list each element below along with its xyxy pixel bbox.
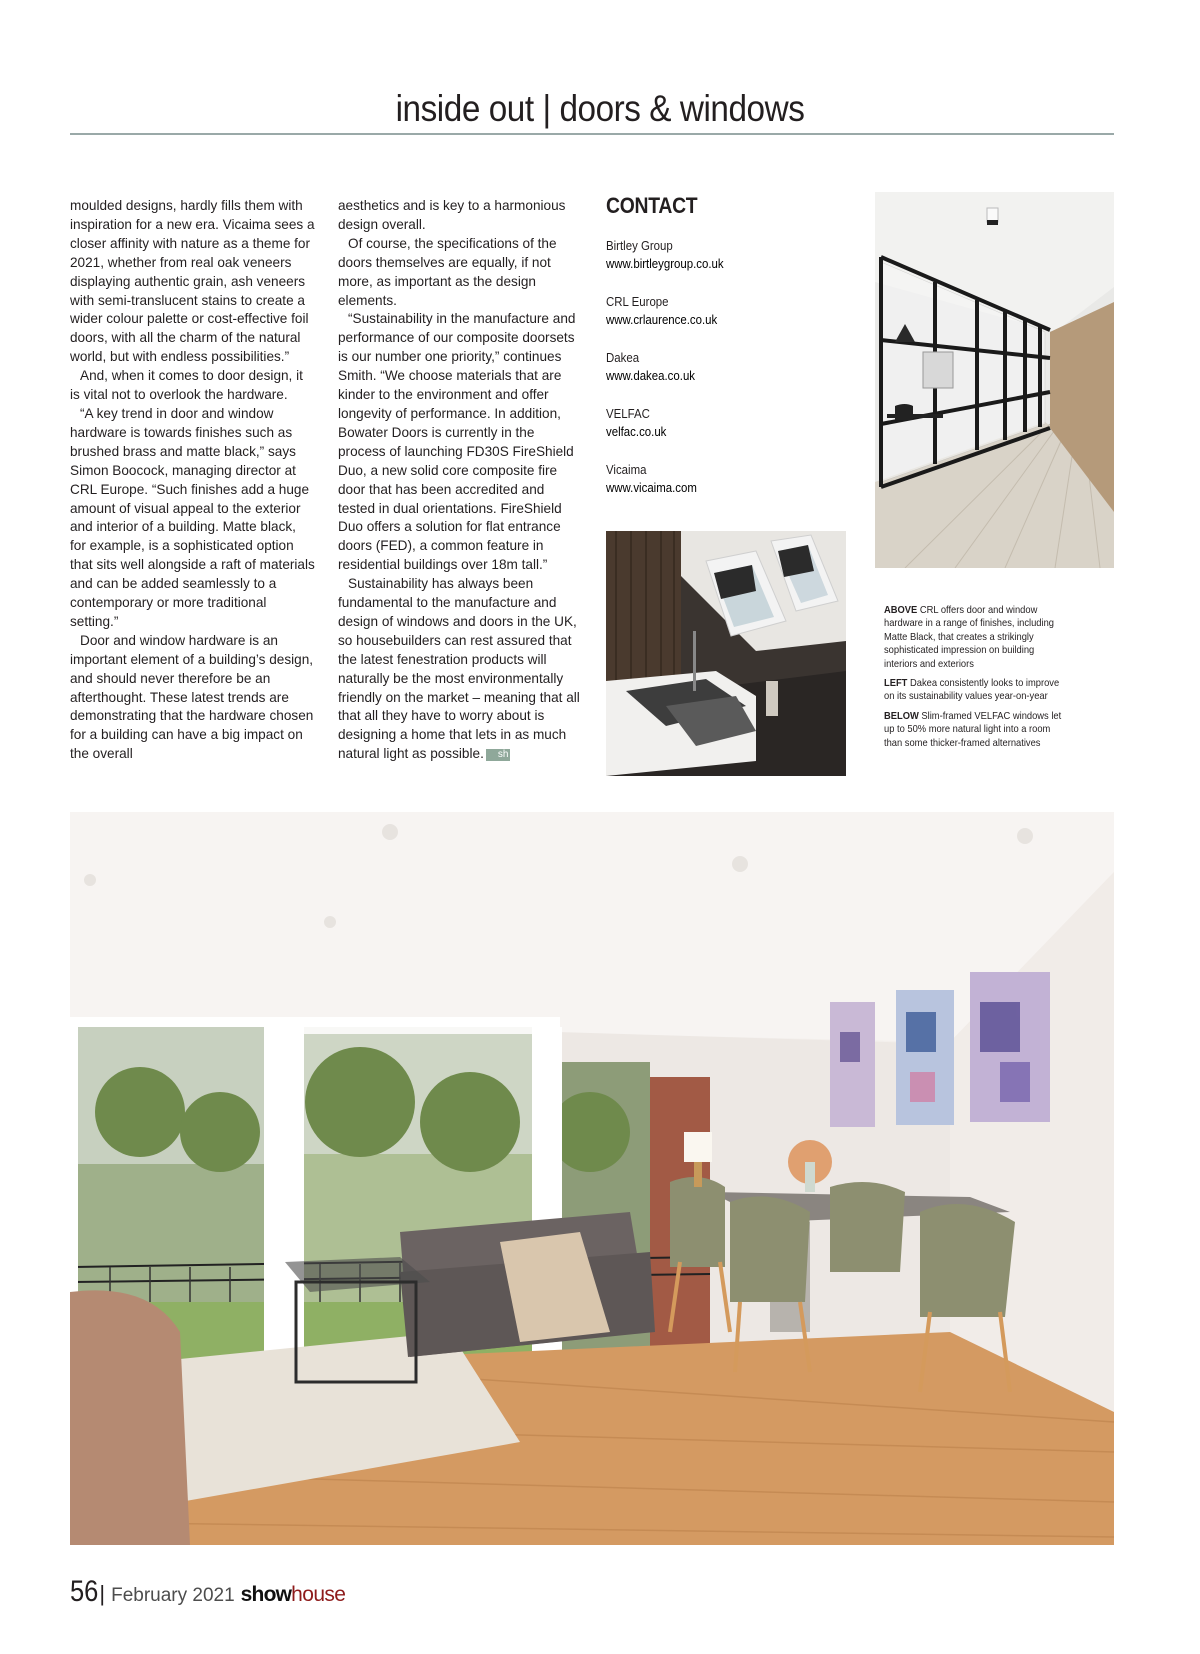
article-column-1	[70, 197, 315, 764]
paragraph: aesthetics and is key to a harmonious design overall.	[338, 198, 566, 232]
company-link[interactable]: www.birtleygroup.co.uk	[606, 256, 724, 271]
contact-entry	[606, 237, 846, 273]
caption-text: Dakea consistently looks to improve on its sustainability values year-on-year	[884, 678, 1060, 703]
header-divider	[70, 133, 1114, 135]
company-link[interactable]: www.dakea.co.uk	[606, 368, 696, 383]
paragraph: “A key trend in door and window hardware is towards finishes such as brushed brass and matte black,” says Simon Boocock, managing director at CRL Europe. “Such finishes add a huge amount of visual appeal to the exterior and interior of a building. Matte black, for example, is a sophisticated option that sits well alongside a raft of materials and can be added seamlessly to a contemporary or more traditional setting.”	[70, 405, 315, 629]
caption-left	[884, 677, 1069, 704]
caption-label: LEFT	[884, 678, 908, 690]
paragraph: moulded designs, hardly fills them with inspiration for a new era. Vicaima sees a closer affinity with nature as a theme for 2021, whether from real oak veneers displaying authentic grain, ash veneers with semi-translucent stains to create a wider colour palette or cost-effective foil doors, with all the charm of the natural world, but with endless possibilities.”	[70, 198, 315, 365]
company-name: VELFAC	[606, 406, 650, 421]
paragraph: And, when it comes to door design, it is vital not to overlook the hardware.	[70, 368, 303, 403]
caption-below	[884, 710, 1069, 750]
paragraph: “Sustainability in the manufacture and performance of our composite doorsets is our number one priority,” continues Smith. “We choose materials that are kinder to the environment and offer longevity of performance. In addition, Bowater Doors is currently in the process of launching FD30S FireShield Duo, a new solid core composite fire door that has been accredited and tested in dual orientations. FireShield Duo offers a solution for flat entrance doors (FED), a common feature in residential buildings over 18m tall.”	[338, 311, 576, 573]
caption-above	[884, 604, 1069, 671]
company-name: CRL Europe	[606, 294, 669, 309]
company-link[interactable]: velfac.co.uk	[606, 424, 667, 439]
company-name: Birtley Group	[606, 238, 673, 253]
contact-box	[606, 193, 846, 517]
page-footer	[70, 1575, 345, 1615]
photo-captions	[884, 604, 1069, 756]
article-column-2	[338, 197, 583, 764]
company-name: Dakea	[606, 350, 640, 365]
contact-entry	[606, 461, 846, 497]
paragraph-text: Sustainability has always been fundamental to the manufacture and design of windows and doors in the UK, so housebuilders can rest assured that the latest fenestration products will naturally be the most environmentally friendly on the market – meaning that all that all they have to worry about is designing a home that lets in as much natural light as possible.	[338, 576, 580, 762]
contact-entry	[606, 349, 846, 385]
end-mark-badge: sh	[486, 749, 511, 761]
caption-text: CRL offers door and window hardware in a range of finishes, including Matte Black, that creates a strikingly sophisticated impression on building interiors and exteriors	[884, 605, 1055, 670]
company-name: Vicaima	[606, 462, 647, 477]
contact-heading: CONTACT	[606, 193, 698, 218]
living-room-velfac-windows-photo	[70, 812, 1114, 1545]
footer-separator: |	[99, 1581, 106, 1606]
attic-bedroom-roof-window-photo	[606, 531, 846, 776]
corridor-glass-partition-photo	[875, 192, 1114, 568]
company-link[interactable]: www.vicaima.com	[606, 480, 697, 495]
company-link[interactable]: www.crlaurence.co.uk	[606, 312, 718, 327]
caption-label: ABOVE	[884, 605, 918, 616]
brand-logo-show: show	[240, 1583, 292, 1606]
caption-label: BELOW	[884, 710, 919, 722]
brand-logo-house: house	[291, 1583, 346, 1606]
paragraph: Of course, the specifications of the doors themselves are equally, if not more, as important as the design elements.	[338, 235, 557, 308]
caption-text: Slim-framed VELFAC windows let up to 50% more natural light into a room than some thicker-framed alternatives	[884, 710, 1062, 749]
contact-entry	[606, 293, 846, 329]
issue-date: February 2021	[111, 1585, 235, 1606]
contact-entry	[606, 405, 846, 441]
last-paragraph	[338, 575, 583, 764]
section-title: inside out | doors & windows	[395, 88, 805, 129]
page-number: 56	[70, 1575, 99, 1608]
paragraph: Door and window hardware is an important element of a building’s design, and should never therefore be an afterthought. These latest trends are demonstrating that the hardware chosen for a building can have a big impact on the overall	[70, 632, 314, 762]
